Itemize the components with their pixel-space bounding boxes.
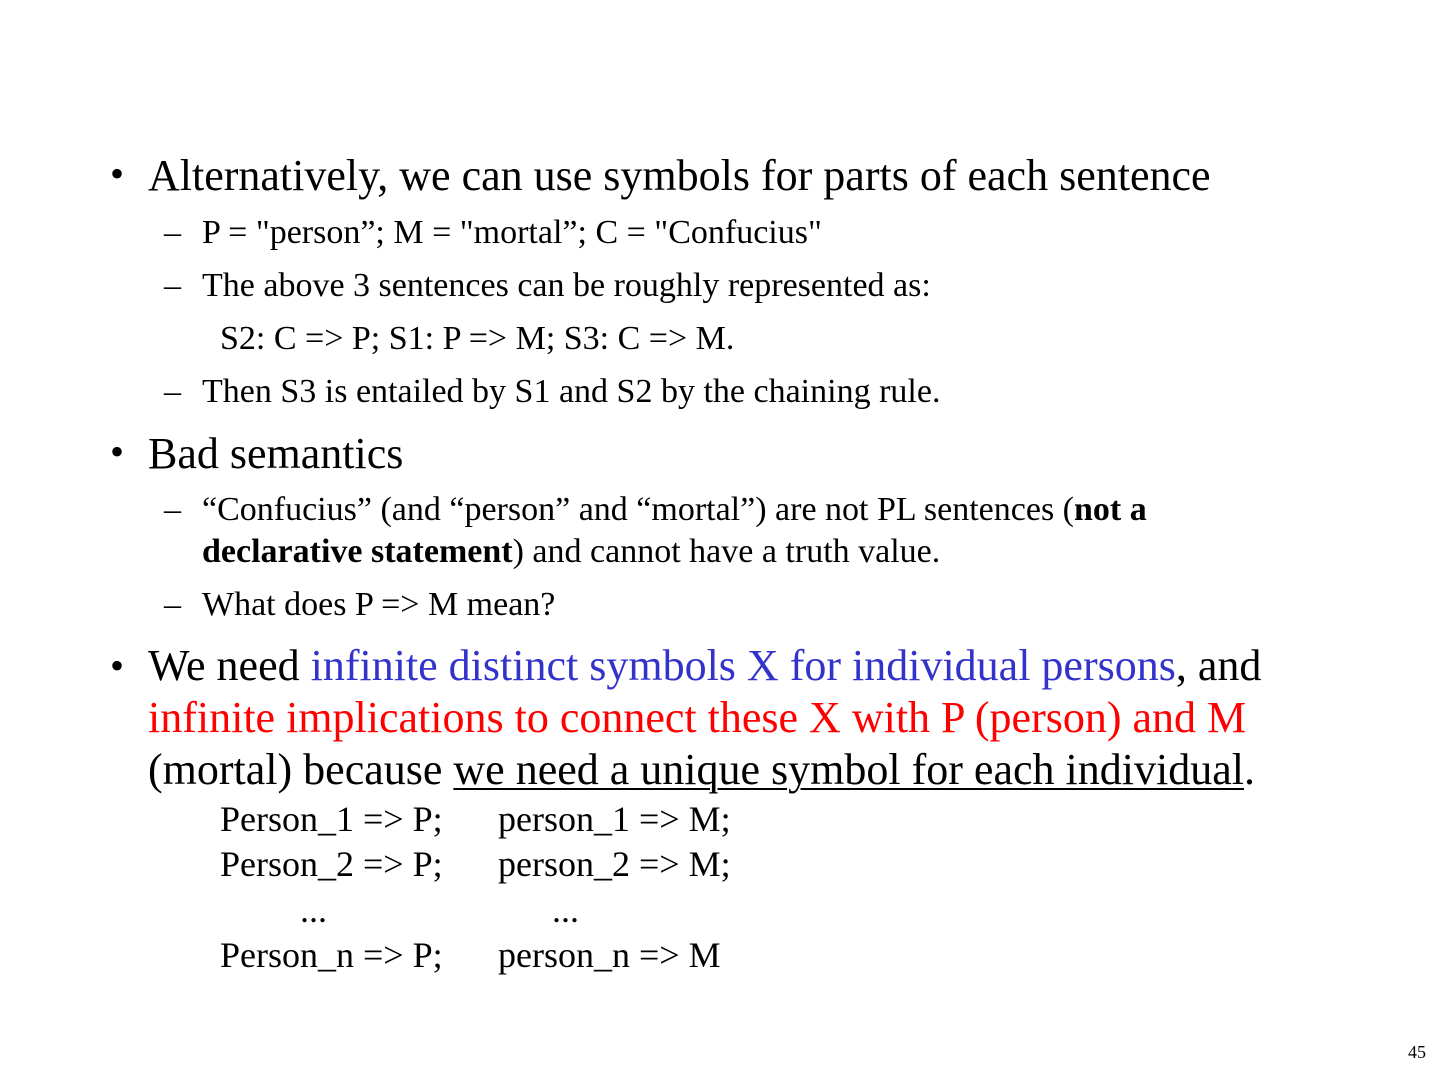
page-number: 45 (1408, 1042, 1426, 1062)
implication-right: person_n => M (498, 935, 721, 975)
bullet-3-red-text: infinite implications to connect these X with P (person) and M (148, 693, 1247, 742)
bullet-dot: • (110, 429, 125, 474)
bullet-3-text: We need (148, 641, 311, 690)
bullet-3-text: . (1243, 745, 1255, 794)
implication-right: person_2 => M; (498, 844, 731, 884)
bullet-1-text: Alternatively, we can use symbols for parts of each sentence (148, 151, 1211, 200)
implication-right: person_1 => M; (498, 799, 731, 839)
bullet-3-text: , and (1175, 641, 1262, 690)
sub-bullet-dash: – (164, 214, 181, 251)
implication-ellipsis: ... (300, 890, 327, 930)
bullet-2-sub-1-text: “Confucius” (and “person” and “mortal”) are not PL sentences ( (202, 491, 1074, 528)
bullet-3-text: (mortal) because (148, 745, 454, 794)
bullet-1-sub-2-continued: S2: C => P; S1: P => M; S3: C => M. (220, 320, 735, 357)
bullet-1-sub-1: P = "person”; M = "mortal”; C = "Confucius" (202, 214, 822, 251)
bullet-2-sub-1-bold: declarative statement (202, 533, 513, 570)
sub-bullet-dash: – (164, 267, 181, 304)
bullet-3-blue-text: infinite distinct symbols X for individual persons (310, 641, 1176, 690)
implication-left: Person_1 => P; (220, 799, 443, 839)
implication-left: Person_2 => P; (220, 844, 443, 884)
implication-ellipsis: ... (552, 890, 579, 930)
sub-bullet-dash: – (164, 373, 181, 410)
bullet-3-underlined-text: we need a unique symbol for each individual (453, 745, 1244, 794)
bullet-dot: • (110, 643, 125, 688)
bullet-2-text: Bad semantics (148, 429, 404, 478)
bullet-1-sub-3: Then S3 is entailed by S1 and S2 by the chaining rule. (202, 373, 941, 410)
bullet-3-line-1 (148, 640, 1261, 692)
bullet-dot: • (110, 151, 125, 196)
bullet-2-sub-1-bold: not a (1074, 491, 1147, 528)
sub-bullet-dash: – (164, 586, 181, 623)
bullet-2-sub-1-line-2 (202, 531, 940, 573)
bullet-2-sub-1-line-1 (202, 489, 1147, 531)
bullet-3-line-3 (148, 744, 1255, 796)
implication-left: Person_n => P; (220, 935, 443, 975)
sub-bullet-dash: – (164, 491, 181, 528)
bullet-1-sub-2: The above 3 sentences can be roughly represented as: (202, 267, 931, 304)
bullet-2-sub-1-text: ) and cannot have a truth value. (512, 533, 941, 570)
bullet-2-sub-2: What does P => M mean? (202, 586, 556, 623)
